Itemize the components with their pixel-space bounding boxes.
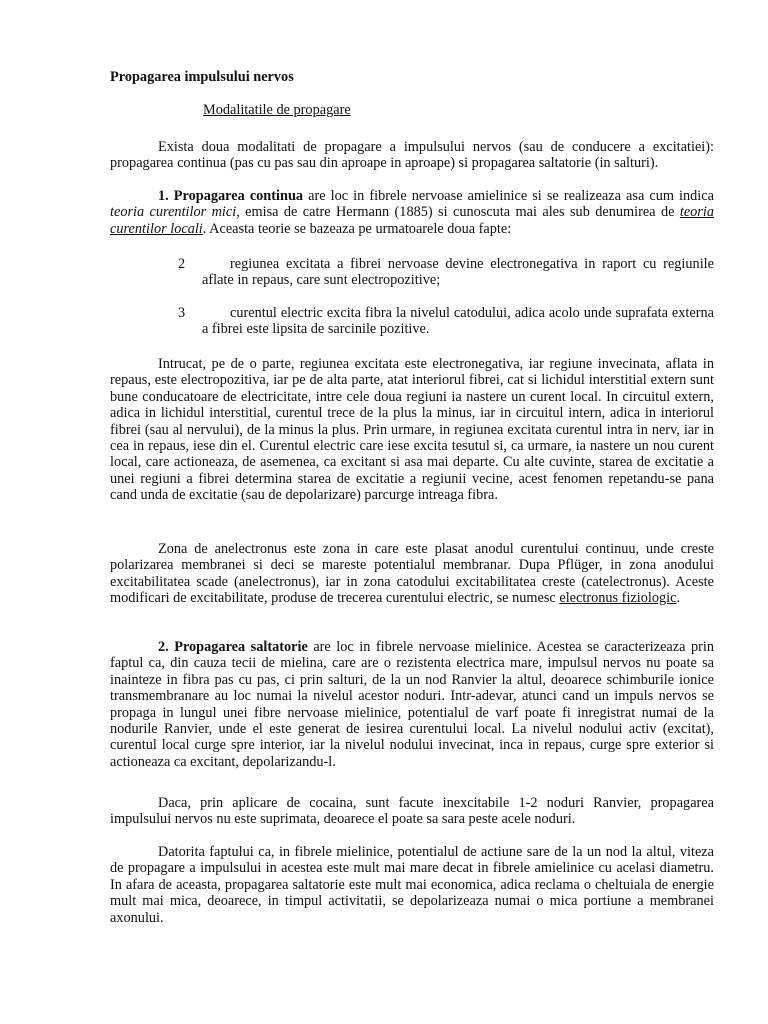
document-title: Propagarea impulsului nervos (110, 69, 294, 85)
zona-text: Zona de anelectronus este zona in care este plasat anodul curentului continuu, unde creste polarizarea membranei si deci se mareste potentialul membranar. Dupa Pflüger, in zona anodului excitabilitatea scade (anelectronus), iar in zona catodului excitabilitatea creste (catelectronus). Aceste modificari de excitabilitate, produse de trecerea curentului electric, se numesc (110, 541, 714, 607)
continua-text-c: . Aceasta teorie se bazeaza pe urmatoarele doua fapte: (202, 220, 512, 237)
continua-text-b: emisa de catre Hermann (1885) si cunoscuta mai ales sub denumirea de (239, 204, 680, 221)
fact-number: 3 (178, 305, 186, 321)
fact-text: regiunea excitata a fibrei nervoase devine electronegativa in raport cu regiunile aflate in repaus, care sunt electropozitive; (202, 256, 714, 289)
fact-text: curentul electric excita fibra la nivelul catodului, adica acolo unde suprafata externa a fibrei este lipsita de sarcinile pozitive. (202, 305, 714, 338)
zona-paragraph (110, 541, 714, 607)
cocaina-paragraph: Daca, prin aplicare de cocaina, sunt facute inexcitabile 1-2 noduri Ranvier, propagarea impulsului nervos nu este suprimata, deoarece el poate sa sara peste acele noduri. (110, 795, 714, 828)
continua-text-a: are loc in fibrele nervoase amielinice si se realizeaza asa cum indica (303, 188, 714, 204)
saltatorie-heading: 2. Propagarea saltatorie (158, 639, 308, 655)
fact-number: 2 (178, 256, 186, 272)
intro-paragraph: Exista doua modalitati de propagare a impulsului nervos (sau de conducere a excitatiei): propagarea continua (pas cu pas sau din aproape in aproape) si propagarea saltatorie (in salturi). (110, 139, 714, 172)
intrucat-paragraph: Intrucat, pe de o parte, regiunea excitata este electronegativa, iar regiune invecinata, aflata in repaus, este electropozitiva, iar pe de alta parte, atat interiorul fibrei, cat si lichidul interstitial extern sunt bune conducatoare de electricitate, intre cele doua regiuni ia nastere un curent local. In circuitul extern, adica in lichidul interstitial, curentul trece de la plus la minus, iar in circuitul intern, adica in interiorul fibrei (sau al nervului), de la minus la plus. Prin urmare, in regiunea excitata curentul intra in nerv, iar in cea in repaus, iese din el. Curentul electric care iese excita tesutul si, ca urmare, ia nastere un nou curent local, care actioneaza, de asemenea, ca excitant si asa mai departe. Cu alte cuvinte, starea de excitatie a unei regiuni a fibrei determina starea de excitatie a regiunii vecine, acest fenomen repetandu-se pana cand unda de excitatie (sau de depolarizare) parcurge intreaga fibra. (110, 356, 714, 504)
saltatorie-paragraph (110, 639, 714, 770)
zona-end: . (676, 590, 681, 607)
continua-paragraph (110, 188, 714, 237)
continua-heading: 1. Propagarea continua (158, 188, 304, 204)
electronus-term: electronus fiziologic (559, 590, 677, 607)
section-subtitle: Modalitatile de propagare (203, 102, 351, 118)
saltatorie-text: are loc in fibrele nervoase mielinice. Acestea se caracterizeaza prin faptul ca, din cauza tecii de mielina, care are o rezistenta electrica mare, impulsul nervos nu poate sa inainteze in fibra pas cu pas, ci prin salturi, de la un nod Ranvier la altul, deoarece schimburile ionice transmembranare au loc numai la nivelul acestor noduri. Intr-adevar, atunci cand un impuls nervos se propaga in lungul unei fibre nervoase mielinice, potentialul de varf poate fi inregistrat numai de la nodurile Ranvier, unde el este generat de iesirea curentului local. La nivelul nodului activ (excitat), curentul local curge spre interior, iar la nivelul nodului invecinat, inca in repaus, curge spre exterior si actioneaza ca excitant, depolarizandu-l. (110, 639, 714, 770)
theory-local-currents: teoria curentilor locali (110, 204, 714, 237)
datorita-paragraph: Datorita faptului ca, in fibrele mielinice, potentialul de actiune sare de la un nod la altul, viteza de propagare a impulsului in acestea este mult mai mare decat in fibrele amielinice cu acelasi diametru. In afara de aceasta, propagarea saltatorie este mult mai economica, adica reclama o cheltuiala de energie mult mai mica, deoarece, in timpul activitatii, se depolarizeaza numai o mica portiune a membranei axonului. (110, 844, 714, 926)
theory-small-currents: teoria curentilor mici, (110, 204, 240, 221)
